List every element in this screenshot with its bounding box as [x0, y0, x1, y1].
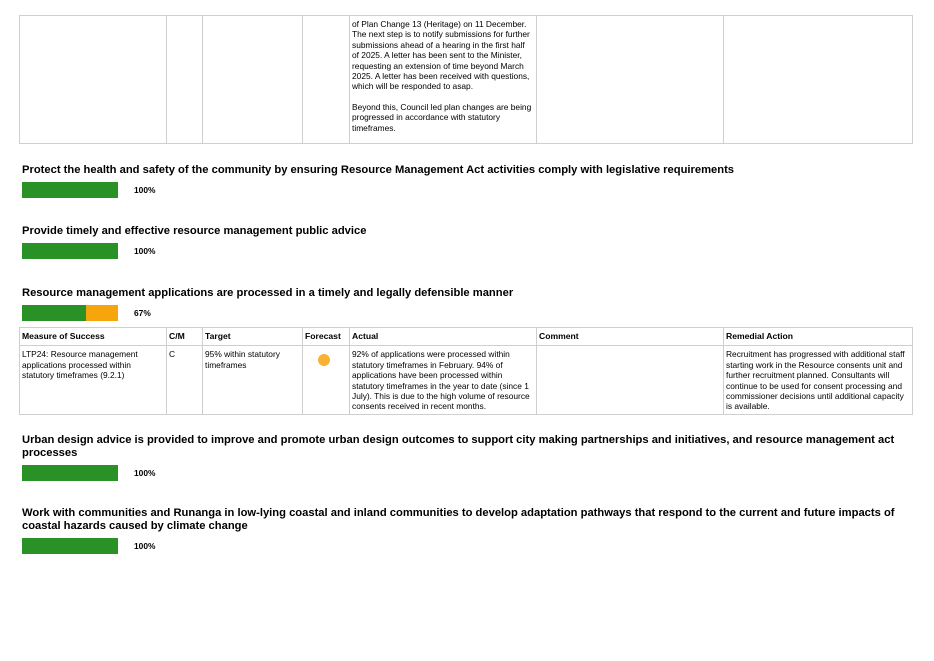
section-public-advice [22, 225, 902, 259]
top-comment-cell [537, 16, 724, 144]
top-continuation-table [19, 15, 913, 144]
progress-bar-green [22, 243, 118, 259]
section-title: Resource management applications are processed in a timely and legally defensible manner [22, 287, 514, 299]
section-urban-design [22, 434, 902, 481]
top-cm-cell [167, 16, 203, 144]
progress-percent: 67% [134, 308, 151, 318]
progress-percent: 100% [134, 246, 156, 256]
top-actual-cell [350, 16, 537, 144]
progress-bar [22, 182, 118, 198]
header-remedial: Remedial Action [724, 328, 913, 346]
forecast-status-icon [318, 354, 330, 366]
progress-bar-green [22, 305, 86, 321]
table-row [20, 346, 913, 414]
section-applications [22, 287, 902, 321]
header-measure: Measure of Success [20, 328, 167, 346]
progress-percent: 100% [134, 185, 156, 195]
section-title: Protect the health and safety of the community by ensuring Resource Management Act activities comply with legislative requirements [22, 164, 735, 176]
progress-bar [22, 243, 118, 259]
progress-percent: 100% [134, 541, 156, 551]
section-title: Urban design advice is provided to improve and promote urban design outcomes to support city making partnerships and initiatives, and resource management act processes [22, 434, 895, 459]
top-target-cell [203, 16, 303, 144]
header-target: Target [203, 328, 303, 346]
cell-measure: LTP24: Resource management applications processed within statutory timeframes (9.2.1) [20, 346, 167, 414]
header-cm: C/M [167, 328, 203, 346]
section-health-safety [22, 164, 902, 198]
cell-actual: 92% of applications were processed within statutory timeframes in February. 94% of applications have been processed within statutory timeframes in the year to date (since 1 July). This is due to the high volume of resource consents received in recent months. [350, 346, 537, 414]
progress-bar-amber [86, 305, 118, 321]
table-header-row [20, 328, 913, 346]
progress-bar-green [22, 538, 118, 554]
cell-target: 95% within statutory timeframes [203, 346, 303, 414]
progress-bar [22, 538, 118, 554]
progress-bar [22, 465, 118, 481]
measure-table [19, 327, 913, 415]
top-actual-paragraph-1: of Plan Change 13 (Heritage) on 11 December. The next step is to notify submissions for further submissions ahead of a hearing in the first half of 2025. A letter has been sent to the Minister, requesting an extension of time beyond March 2025. A letter has been received with questions, which will be responded to asap. [352, 19, 530, 92]
progress-bar-green [22, 465, 118, 481]
header-actual: Actual [350, 328, 537, 346]
header-comment: Comment [537, 328, 724, 346]
section-title: Provide timely and effective resource management public advice [22, 225, 367, 237]
progress-bar-green [22, 182, 118, 198]
top-remedial-cell [724, 16, 913, 144]
cell-forecast [303, 346, 350, 414]
progress-percent: 100% [134, 468, 156, 478]
top-actual-paragraph-2: Beyond this, Council led plan changes are being progressed in accordance with statutory timeframes. [352, 101, 532, 133]
section-coastal-adaptation [22, 507, 902, 554]
header-forecast: Forecast [303, 328, 350, 346]
top-measure-cell [20, 16, 167, 144]
top-forecast-cell [303, 16, 350, 144]
cell-cm: C [167, 346, 203, 414]
cell-comment [537, 346, 724, 414]
section-title: Work with communities and Runanga in low-lying coastal and inland communities to develop adaptation pathways that respond to the current and future impacts of coastal hazards caused by climate change [22, 507, 895, 532]
cell-remedial: Recruitment has progressed with additional staff starting work in the Resource consents unit and further recruitment planned. Consultants will continue to be used for consent processing and commissioner decisions until additional capacity is available. [724, 346, 913, 414]
progress-bar [22, 305, 118, 321]
